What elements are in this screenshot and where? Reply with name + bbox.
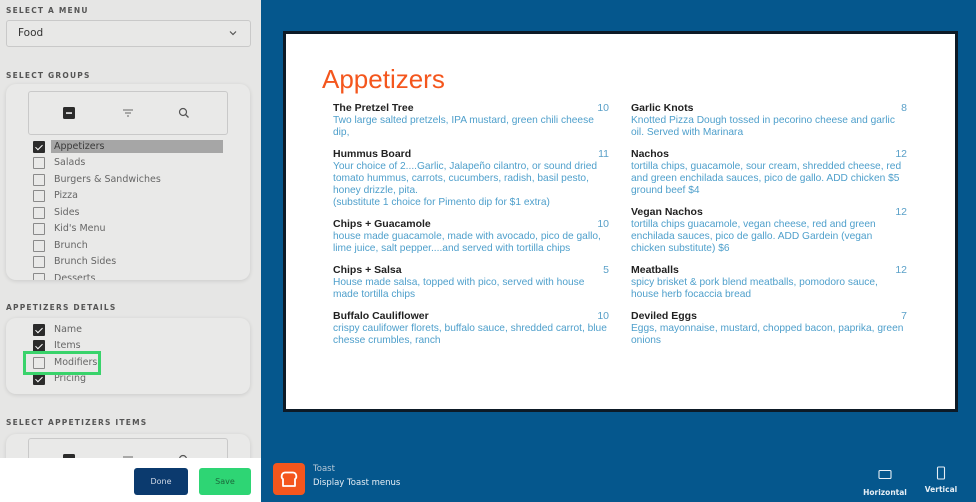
group-label: Kid's Menu <box>54 223 106 234</box>
modifiers-highlight-box <box>23 351 101 375</box>
group-item-brunch[interactable] <box>33 238 91 253</box>
group-label: Desserts <box>54 273 96 280</box>
integration-name: Toast <box>313 464 335 474</box>
group-label: Sides <box>54 207 80 218</box>
item-name: Deviled Eggs <box>631 310 697 322</box>
item-price: 10 <box>597 218 609 230</box>
checkbox[interactable] <box>33 324 45 336</box>
group-item-burgers[interactable] <box>33 172 164 187</box>
detail-label: Name <box>54 324 83 335</box>
done-button[interactable]: Done <box>134 468 188 495</box>
menu-item <box>333 310 609 347</box>
item-desc: spicy brisket & pork blend meatballs, pomodoro sauce, house herb focaccia bread <box>631 277 878 300</box>
panel-footer <box>0 458 261 502</box>
menu-item <box>333 264 609 301</box>
menu-select[interactable] <box>6 20 251 47</box>
detail-label: Pricing <box>54 373 87 384</box>
item-desc: Two large salted pretzels, IPA mustard, green chili cheese dip, <box>333 115 594 138</box>
item-price: 8 <box>901 102 907 114</box>
item-desc: House made salsa, topped with pico, served with house made tortilla chips <box>333 277 585 300</box>
checkbox[interactable] <box>33 256 45 268</box>
menu-item <box>333 218 609 255</box>
group-label: Appetizers <box>51 140 223 153</box>
menu-select-value: Food <box>18 27 44 39</box>
detail-name[interactable] <box>33 322 85 337</box>
group-label: Brunch Sides <box>54 256 117 267</box>
item-name: Garlic Knots <box>631 102 694 114</box>
item-desc: tortilla chips guacamole, vegan cheese, red and green enchilada sauces, pico de gallo. ADD Gardein (vegan chicken substitute) $6 <box>631 219 876 254</box>
item-price: 10 <box>597 102 609 114</box>
group-label: Salads <box>54 157 86 168</box>
preview-area <box>261 0 976 502</box>
menu-title: Appetizers <box>322 64 445 94</box>
integration-desc: Display Toast menus <box>313 478 401 488</box>
item-name: Nachos <box>631 148 669 160</box>
checkbox[interactable] <box>33 340 45 352</box>
menu-item <box>333 102 609 139</box>
group-item-sides[interactable] <box>33 205 83 220</box>
menu-preview <box>283 31 958 412</box>
details-label: APPETIZERS DETAILS <box>6 303 117 312</box>
item-name: Hummus Board <box>333 148 412 160</box>
detail-label: Modifiers <box>54 357 98 368</box>
menu-item <box>631 206 907 255</box>
checkbox[interactable] <box>33 141 45 153</box>
item-name: Vegan Nachos <box>631 206 703 218</box>
group-item-kids-menu[interactable] <box>33 221 109 236</box>
menu-column-right <box>631 102 907 356</box>
select-groups-label: SELECT GROUPS <box>6 71 91 80</box>
group-item-desserts[interactable] <box>33 271 98 280</box>
horizontal-orientation-button[interactable] <box>863 465 907 497</box>
item-desc: house made guacamole, made with avocado, pico de gallo, lime juice, salt pepper....and served with tortilla chips <box>333 231 601 254</box>
menu-item <box>333 148 609 209</box>
menu-item <box>631 264 907 301</box>
integration-bar <box>261 455 976 502</box>
collapse-all-icon[interactable] <box>62 106 76 120</box>
group-item-salads[interactable] <box>33 155 88 170</box>
item-name: Meatballs <box>631 264 679 276</box>
toast-logo-icon <box>273 463 305 495</box>
menu-column-left <box>333 102 609 356</box>
select-items-label: SELECT APPETIZERS ITEMS <box>6 418 148 427</box>
group-label: Pizza <box>54 190 78 201</box>
settings-panel <box>0 0 261 502</box>
item-price: 12 <box>895 264 907 276</box>
item-desc: Your choice of 2....Garlic, Jalapeño cilantro, or sound dried tomato hummus, carrots, cucumbers, radish, basil pesto, honey drizzle, pita. <box>333 161 598 196</box>
groups-toolbar <box>28 91 228 135</box>
menu-item <box>631 148 907 197</box>
item-desc: crispy caulifower florets, buffalo sauce, shredded carrot, blue chesse crumbles, ranch <box>333 323 607 346</box>
vertical-label: Vertical <box>924 485 958 494</box>
detail-label: Items <box>54 340 81 351</box>
menu-item <box>631 102 907 139</box>
group-label: Burgers & Sandwiches <box>54 174 161 185</box>
checkbox[interactable] <box>33 273 45 281</box>
groups-card <box>6 84 250 280</box>
group-item-brunch-sides[interactable] <box>33 254 119 269</box>
checkbox[interactable] <box>33 223 45 235</box>
group-item-appetizers[interactable] <box>33 139 223 154</box>
item-name: Chips + Salsa <box>333 264 402 276</box>
item-price: 11 <box>598 148 609 160</box>
checkbox[interactable] <box>33 207 45 219</box>
item-desc: Eggs, mayonnaise, mustard, chopped bacon, paprika, green onions <box>631 323 904 346</box>
checkbox[interactable] <box>33 190 45 202</box>
vertical-orientation-button[interactable] <box>924 465 958 494</box>
item-name: Chips + Guacamole <box>333 218 431 230</box>
landscape-icon <box>878 469 892 480</box>
item-price: 12 <box>895 206 907 218</box>
checkbox[interactable] <box>33 157 45 169</box>
select-menu-label: SELECT A MENU <box>6 6 89 15</box>
search-icon[interactable] <box>177 106 191 120</box>
item-name: The Pretzel Tree <box>333 102 414 114</box>
item-desc-note: (substitute 1 choice for Pimento dip for $1 extra) <box>333 197 550 208</box>
horizontal-label: Horizontal <box>863 488 907 497</box>
save-button[interactable]: Save <box>199 468 251 495</box>
menu-item <box>631 310 907 347</box>
group-label: Brunch <box>54 240 88 251</box>
item-price: 12 <box>895 148 907 160</box>
item-price: 5 <box>603 264 609 276</box>
item-name: Buffalo Cauliflower <box>333 310 429 322</box>
item-price: 7 <box>901 310 907 322</box>
item-desc: Knotted Pizza Dough tossed in pecorino cheese and garlic oil. Served with Marinara <box>631 115 895 138</box>
item-price: 10 <box>597 310 609 322</box>
checkbox[interactable] <box>33 174 45 186</box>
checkbox[interactable] <box>33 240 45 252</box>
filter-icon[interactable] <box>121 106 135 120</box>
portrait-icon <box>936 466 946 480</box>
group-item-pizza[interactable] <box>33 188 81 203</box>
chevron-down-icon <box>228 28 238 38</box>
item-desc: tortilla chips, guacamole, sour cream, shredded cheese, red and green enchilada sauces, pico de gallo. ADD chicken $5 ground beef $4 <box>631 161 902 196</box>
